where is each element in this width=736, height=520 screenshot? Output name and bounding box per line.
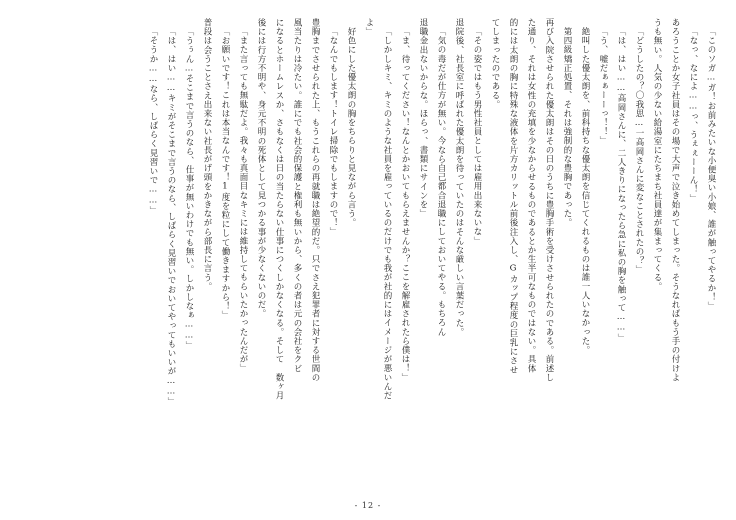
text-line: になるとホームレスか、さもなくは日の当たらない仕事につくしかなくなる。そして 数ヶ月	[274, 18, 284, 401]
text-line: 「う、嘘だぁぁーーっ！！」	[598, 27, 608, 146]
novel-text-body	[16, 18, 720, 486]
text-line: 「気の毒だが仕方が無い。今なら自己都合退職にしておいてやる。もちろん	[436, 27, 446, 337]
text-line: うも無い。人気の少ない給湯室にたちまち社員達が集まってくる。	[652, 18, 662, 291]
text-line: 「は、はい……キミがそこまで言うのなら、しばらく見習いでおいてやってもいいが……」	[166, 27, 176, 407]
text-line: 「このソガ…ガ！お前みたいな小便臭い小娘、誰が触ってやるか！」	[706, 27, 716, 311]
text-line: よ」	[364, 18, 374, 37]
text-line: 「なんでもします！トイレ掃除でもしますので！」	[328, 27, 338, 237]
text-line: 「また言っても無駄だよ。我々も真面目なキミには維持してもらいたかったんだが」	[238, 27, 248, 373]
page-number: - 12 -	[354, 501, 382, 510]
text-line: 絶叫した優太朗を、前科持ちな優太朗を信じてくれるものは誰一人いなかった。	[580, 27, 590, 355]
text-line: 好色にした優太朗の胸をちらりと見ながら言う。	[346, 27, 356, 228]
text-line: 「うぅん…そこまで言うのなら、仕事が無いわけでも無い。しかしなぁ……」	[184, 27, 194, 350]
text-line: 「しかしキミ、キミのような社員を雇っているのだけでも我が社的にはイメージが悪いんだ	[382, 27, 392, 401]
text-line: 「は、はい……高岡さんに、二人きりになったら急に私の胸を触って……」	[616, 27, 626, 343]
text-line: てしまったのである。	[490, 18, 500, 109]
text-line: 「ま、待ってください！なんとかおいてもらえませんか？ここを解雇されたら僕は！」	[400, 27, 410, 382]
text-line: 「どうしたの？〇我思…一高岡さんに変なことされたの？」	[634, 27, 644, 275]
text-line: 風当たりは冷たい。誰にでも社会的保護と権利も無いから、多くの者は元の会社をクビ	[292, 18, 302, 373]
text-line: 「その姿ではもう男性社員としては雇用出来ないな」	[472, 27, 482, 246]
text-line: 「そうか……なら、しばらく見習いで……」	[148, 27, 158, 215]
text-line: 「なっ、なによ……っ、うぇぇーーん！」	[688, 27, 698, 203]
text-line: 「お願いです！これは本当なんです！1度を粒にして働きますから！」	[220, 27, 230, 320]
text-line: 的には太朗の胸に特殊な液体を片方カリットル前後注入し、Gカップ程度の巨乳にさせ	[508, 18, 518, 375]
text-line: 後には行方不明や、身元不明の死体として見つかる事が少なくないのだ。	[256, 18, 266, 319]
text-line: あろうことか女子社員はその場で大声で泣き始めてしまった。そうなればもう手の付けよ	[670, 18, 680, 382]
text-line: 豊胸までさせられた上、もうこれらの再就職は絶望的だ。只でさえ犯罪者に対する世間の	[310, 18, 320, 382]
text-line: 退職金出ないからな。ほらっ、書類にサインを」	[418, 18, 428, 219]
text-line: た通り、それは女性の充填を少なからせるものであるとか生半可なものではない。具体	[526, 18, 536, 373]
text-line: 普段は会うことさえ出来ない社長がげ頭をかきながら部長に言う。	[202, 18, 212, 291]
text-line: 退院後、社長室に呼ばれた優太朗を待っていたのはそんな厳しい言葉だった。	[454, 18, 464, 337]
text-line: 再び入院させられた優太朗はその日のうちに豊胸手術を受けさせられたのである。前述し	[544, 18, 554, 382]
text-line: 第四級矯正処置、それは強制的な豊胸であった。	[562, 27, 572, 228]
